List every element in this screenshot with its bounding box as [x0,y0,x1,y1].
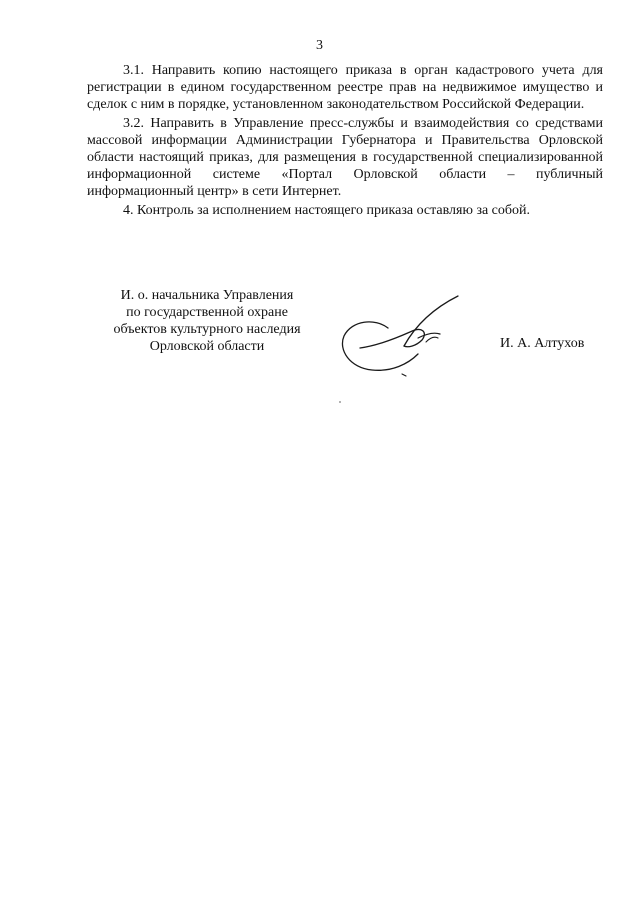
page-number: 3 [316,38,323,53]
signatory-title-line: Орловской области [149,339,265,354]
document-body [87,62,603,221]
signatory-title [92,287,322,355]
signature-icon [330,288,470,383]
signatory-title-line: объектов культурного наследия [113,322,301,337]
scan-speck [339,401,341,403]
paragraph-3-2: 3.2. Направить в Управление пресс-службы и взаимодействия со средствами массовой информации Администрации Губернатора и Правительства Орловской области настоящий приказ, для размещения в государственной специализированной информационной системе «Портал Орловской области – публичный информационный центр» в сети Интернет. [87,116,603,199]
signatory-title-line: И. о. начальника Управления [120,288,294,303]
signer-name: И. А. Алтухов [500,336,585,351]
paragraph-3-1: 3.1. Направить копию настоящего приказа в орган кадастрового учета для регистрации в едином государственном реестре прав на недвижимое имущество и сделок с ним в порядке, установленном законодательством Российской Федерации. [87,63,603,112]
signatory-title-line: по государственной охране [126,305,288,320]
paragraph-4: 4. Контроль за исполнением настоящего приказа оставляю за собой. [123,203,531,218]
